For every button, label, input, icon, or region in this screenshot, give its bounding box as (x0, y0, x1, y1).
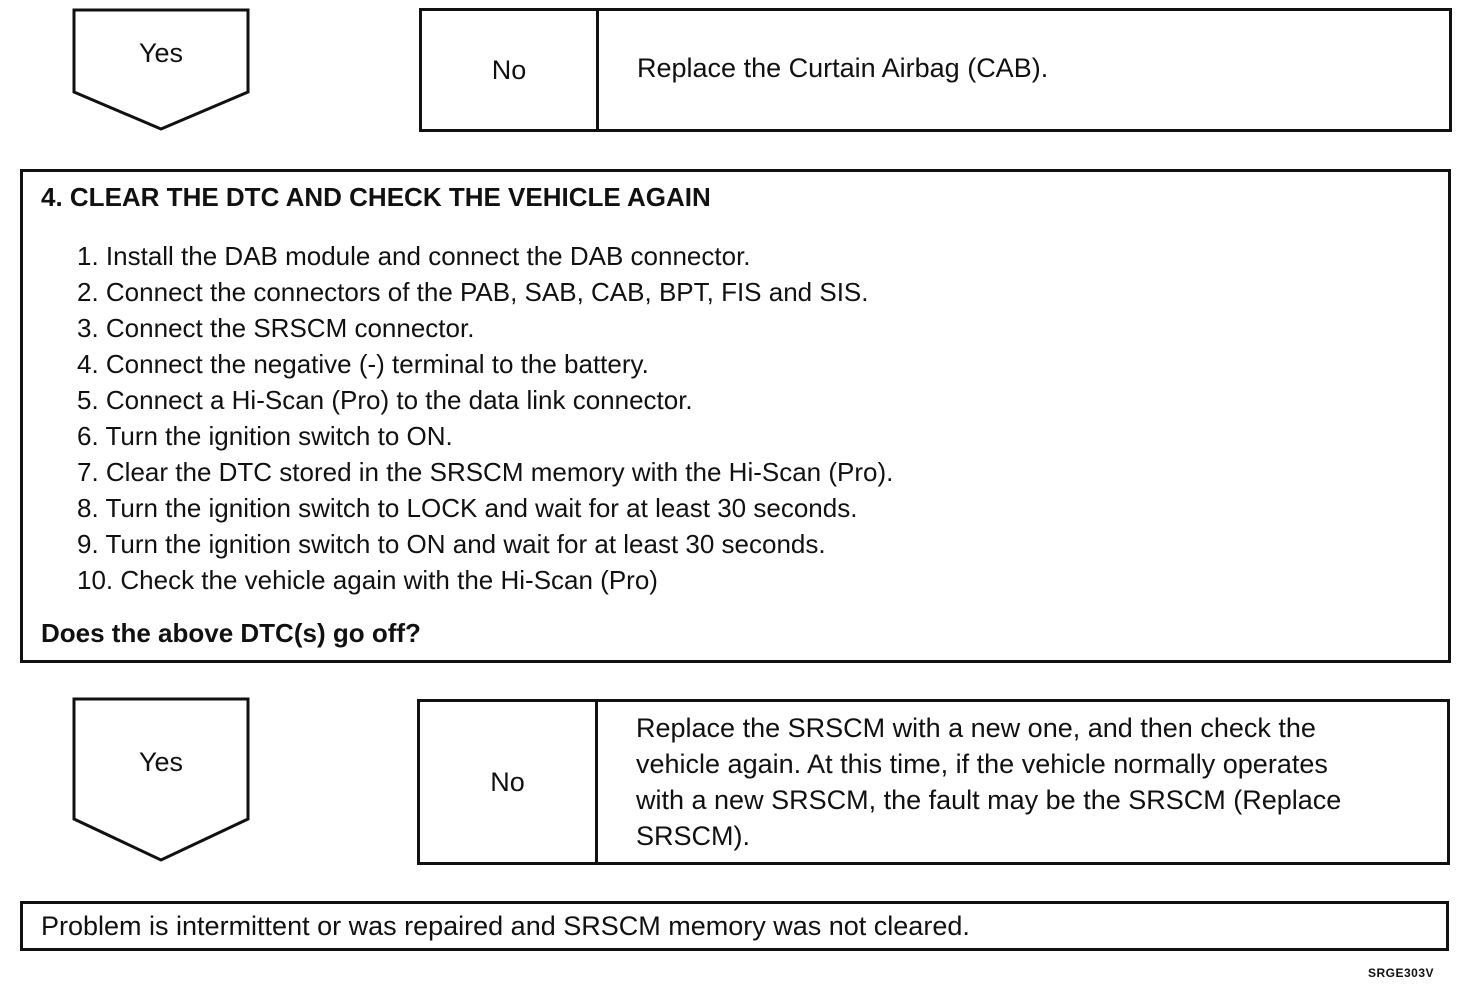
step-item: 6. Turn the ignition switch to ON. (77, 421, 453, 451)
no-action-bottom-line: with a new SRSCM, the fault may be the SRSCM (Replace (636, 785, 1342, 815)
no-action-bottom-line: Replace the SRSCM with a new one, and then check the (636, 713, 1316, 743)
step-item: 8. Turn the ignition switch to LOCK and wait for at least 30 seconds. (77, 493, 858, 523)
step-item: 5. Connect a Hi-Scan (Pro) to the data link connector. (77, 385, 693, 415)
yes-arrow-bottom (72, 697, 250, 863)
no-box-bottom (417, 699, 1450, 865)
final-result-box (20, 901, 1449, 951)
no-label-bottom: No (420, 702, 598, 862)
no-box-top (419, 8, 1452, 132)
step-item: 7. Clear the DTC stored in the SRSCM memory with the Hi-Scan (Pro). (77, 457, 894, 487)
final-result-text: Problem is intermittent or was repaired and SRSCM memory was not cleared. (41, 910, 970, 941)
figure-code: SRGE303V (1368, 966, 1435, 980)
step-item: 9. Turn the ignition switch to ON and wait for at least 30 seconds. (77, 529, 826, 559)
yes-arrow-top (72, 8, 250, 132)
no-action-bottom-line: vehicle again. At this time, if the vehicle normally operates (636, 749, 1328, 779)
step-item: 10. Check the vehicle again with the Hi-Scan (Pro) (77, 565, 658, 595)
yes-label-top: Yes (138, 38, 184, 68)
yes-arrow-bottom-shape (72, 697, 250, 863)
no-action-bottom (598, 702, 1447, 862)
step-item: 4. Connect the negative (-) terminal to the battery. (77, 349, 649, 379)
no-action-bottom-line: SRSCM). (636, 821, 750, 851)
step-item: 1. Install the DAB module and connect the DAB connector. (77, 241, 751, 271)
step-4-box (20, 169, 1451, 663)
step-item: 3. Connect the SRSCM connector. (77, 313, 475, 343)
step-4-list (77, 238, 893, 598)
step-item: 2. Connect the connectors of the PAB, SAB, CAB, BPT, FIS and SIS. (77, 277, 869, 307)
no-label-top: No (422, 11, 599, 129)
yes-arrow-top-shape (72, 8, 250, 132)
step-4-question: Does the above DTC(s) go off? (41, 618, 421, 648)
step-4-title: 4. CLEAR THE DTC AND CHECK THE VEHICLE AGAIN (41, 182, 711, 212)
no-action-top: Replace the Curtain Airbag (CAB). (637, 53, 1049, 83)
yes-label-bottom: Yes (138, 747, 184, 777)
